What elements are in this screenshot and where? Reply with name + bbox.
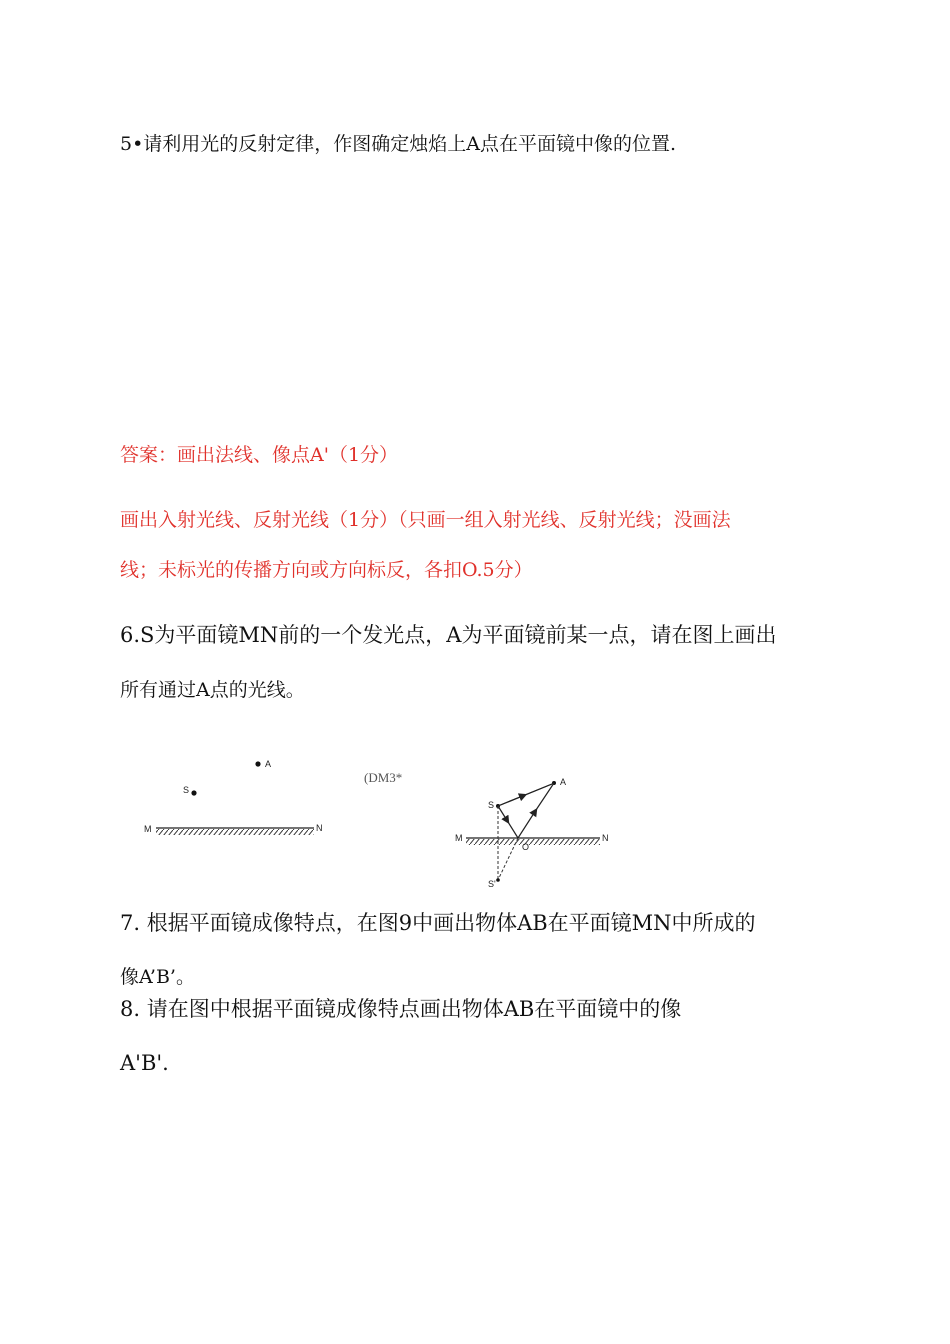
label-n: N (602, 833, 609, 843)
question-6-line-2: 所有通过A点的光线。 (120, 679, 305, 701)
direct-ray-arrow (498, 784, 552, 806)
label-a: A (560, 777, 567, 787)
question-8-line-1: 8. 请在图中根据平面镜成像特点画出物体AB在平面镜中的像 (120, 997, 682, 1021)
figure-question-mirror (138, 752, 338, 842)
question-6-line-1: 6.S为平面镜MN前的一个发光点，A为平面镜前某一点，请在图上画出 (120, 623, 777, 647)
label-m: M (455, 833, 463, 843)
label-s: S (183, 785, 190, 795)
answer-line-3: 线；未标光的传播方向或方向标反，各扣O.5分） (120, 559, 533, 581)
label-s: S (488, 800, 495, 810)
answer-line-2: 画出入射光线、反射光线（1分）（只画一组入射光线、反射光线；没画法 (120, 509, 731, 531)
question-7-line-1: 7. 根据平面镜成像特点，在图9中画出物体AB在平面镜MN中所成的 (120, 911, 756, 935)
answer-line-1: 答案：画出法线、像点A'（1分） (120, 444, 399, 466)
question-8-line-2: A'B'. (120, 1051, 169, 1075)
reflected-ray (518, 783, 554, 838)
label-n: N (316, 823, 323, 833)
question-5-text: 5•请利用光的反射定律，作图确定烛焰上A点在平面镜中像的位置. (120, 133, 677, 155)
question-7-line-2: 像A’B’。 (120, 966, 195, 988)
label-m: M (144, 824, 152, 834)
figure-answer-rays (450, 772, 615, 892)
point-s (191, 790, 196, 795)
incident-ray (498, 806, 518, 838)
point-s-image (496, 878, 500, 882)
label-a: A (265, 759, 272, 769)
mirror-hatching (466, 839, 600, 845)
point-a (255, 761, 260, 766)
label-o: O (522, 842, 530, 852)
label-s-image: S' (488, 879, 496, 889)
figure-caption: (DM3* (364, 770, 403, 785)
mirror-hatching (156, 829, 314, 835)
